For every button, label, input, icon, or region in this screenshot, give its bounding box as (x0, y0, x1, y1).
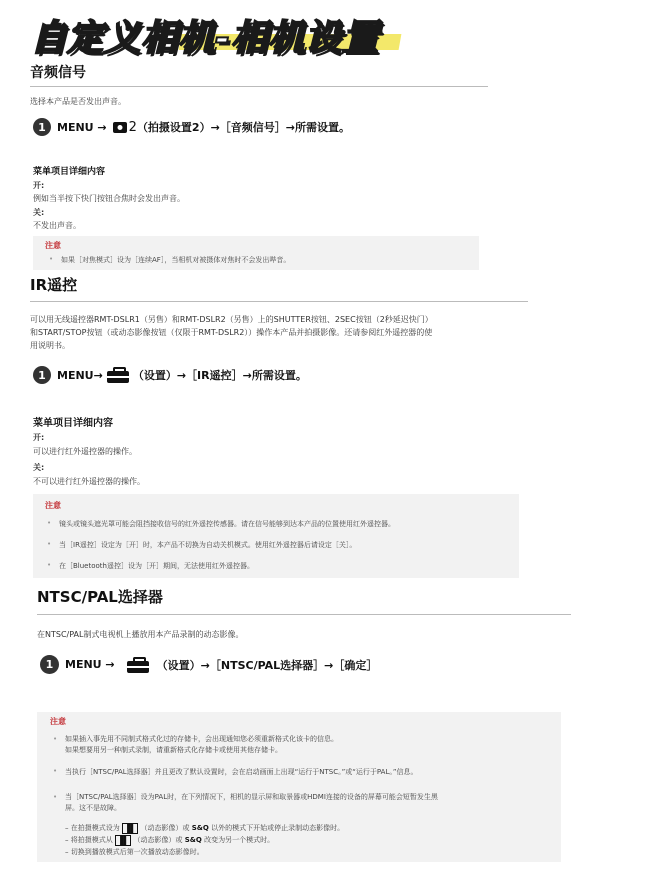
ir-desc-line: 用说明书。 (30, 341, 70, 350)
step-number: 1 (33, 366, 51, 384)
ntsc-step (40, 655, 377, 674)
sub-text: – 将拍摄模式从 (65, 836, 113, 844)
note-line: • 当［NTSC/PAL选择器］设为PAL时，在下列情况下，相机的显示屏和取景器或HDMI连接的设备的屏幕可能会短暂发生黑 (65, 793, 438, 801)
sub-text: （动态影像）或 (133, 836, 183, 844)
note-item: • 镜头或镜头遮光罩可能会阻挡接收信号的红外遥控传感器。请在信号能够到达本产品的位置使用红外遥控器。 (59, 519, 395, 529)
sub-text: – 在拍摄模式设为 (65, 824, 120, 832)
audio-detail-heading: 菜单项目详细内容 (33, 167, 106, 177)
note-title: 注意 (45, 501, 61, 510)
ntsc-desc: 在NTSC/PAL制式电视机上播放用本产品录制的动态影像。 (37, 630, 244, 639)
audio-divider (30, 86, 488, 87)
audio-desc: 选择本产品是否发出声音。 (30, 97, 126, 106)
movie-mode-icon: ▐▌ (116, 835, 130, 845)
sub-item (65, 822, 344, 834)
sub-item (65, 834, 344, 846)
note-line: 屏。这不是故障。 (65, 804, 121, 812)
step-number: 1 (33, 118, 51, 136)
ir-desc (30, 313, 433, 352)
ir-on-label: 开: (33, 433, 45, 442)
toolbox-icon (127, 661, 149, 673)
ir-on-desc: 可以进行红外遥控器的操作。 (33, 447, 137, 456)
toolbox-icon (107, 371, 129, 383)
step-menu-label: MENU → (65, 658, 115, 671)
audio-off-label: 关: (33, 208, 45, 217)
note-item: • 当［IR遥控］设定为［开］时，本产品不切换为自动关机模式。使用红外遥控器后请设定［关］。 (59, 540, 356, 550)
note-item (65, 792, 438, 814)
ntsc-note-box (37, 712, 561, 862)
note-item: • 当执行［NTSC/PAL选择器］并且更改了默认设置时，会在启动画面上出现“运行于NTSC。”或“运行于PAL。”信息。 (65, 767, 417, 777)
step-icon-number: 2 (128, 119, 137, 135)
camera-icon (113, 122, 127, 133)
ir-desc-line: 和START/STOP按钮（或动态影像按钮（仅限于RMT-DSLR2））操作本产品并拍摄影像。还请参阅红外遥控器的使 (30, 328, 433, 337)
audio-step (33, 118, 350, 136)
audio-note-box (33, 236, 479, 270)
audio-heading: 音频信号 (30, 65, 86, 81)
sq-mode-icon: S&Q (184, 836, 202, 844)
ntsc-heading: NTSC/PAL选择器 (37, 588, 163, 606)
step-number: 1 (40, 655, 59, 674)
ir-note-box (33, 494, 519, 578)
audio-on-label: 开: (33, 181, 45, 190)
ir-off-label: 关: (33, 463, 45, 472)
audio-on-desc: 例如当半按下快门按钮合焦时会发出声音。 (33, 194, 185, 203)
sub-text: 以外的模式下开始或停止录制动态影像时。 (211, 824, 345, 832)
banner-title: 自定义相机-相机设置 (30, 18, 379, 59)
step-path: （拍摄设置2）→［音频信号］→所需设置。 (136, 121, 351, 134)
ir-detail-heading: 菜单项目详细内容 (33, 418, 113, 429)
note-item (65, 734, 338, 756)
sub-text: （动态影像）或 (140, 824, 190, 832)
ir-off-desc: 不可以进行红外遥控器的操作。 (33, 477, 145, 486)
audio-off-desc: 不发出声音。 (33, 221, 81, 230)
ir-divider (30, 301, 528, 302)
step-menu-label: MENU → (57, 120, 107, 134)
step-menu-label: MENU→ (57, 368, 103, 382)
sq-mode-icon: S&Q (191, 824, 209, 832)
ntsc-divider (37, 614, 571, 615)
ir-heading: IR遥控 (30, 276, 78, 294)
step-path: （设置）→［NTSC/PAL选择器］→［确定］ (156, 658, 378, 672)
ir-step (33, 366, 307, 384)
ntsc-sub-list (65, 822, 344, 858)
note-title: 注意 (45, 241, 61, 250)
movie-mode-icon: ▐▌ (123, 823, 137, 833)
page-banner (30, 10, 379, 58)
ir-desc-line: 可以用无线遥控器RMT-DSLR1（另售）和RMT-DSLR2（另售）上的SHUTTER按钮、2SEC按钮（2秒延迟快门） (30, 315, 433, 324)
step-path: （设置）→［IR遥控］→所需设置。 (132, 369, 307, 382)
note-item: • 在［Bluetooth遥控］设为［开］期间，无法使用红外遥控器。 (59, 561, 254, 571)
note-title: 注意 (50, 717, 66, 726)
sub-text: 改变为另一个模式时。 (204, 836, 275, 844)
note-line: 如果想要用另一种制式录制，请重新格式化存储卡或使用其他存储卡。 (65, 746, 282, 754)
sub-item: – 切换到播放模式后第一次播放动态影像时。 (65, 848, 204, 856)
note-item: • 如果［对焦模式］设为［连续AF］，当相机对被摄体对焦时不会发出哔音。 (61, 255, 290, 265)
note-line: • 如果插入事先用不同制式格式化过的存储卡，会出现通知您必须重新格式化该卡的信息。 (65, 735, 338, 743)
